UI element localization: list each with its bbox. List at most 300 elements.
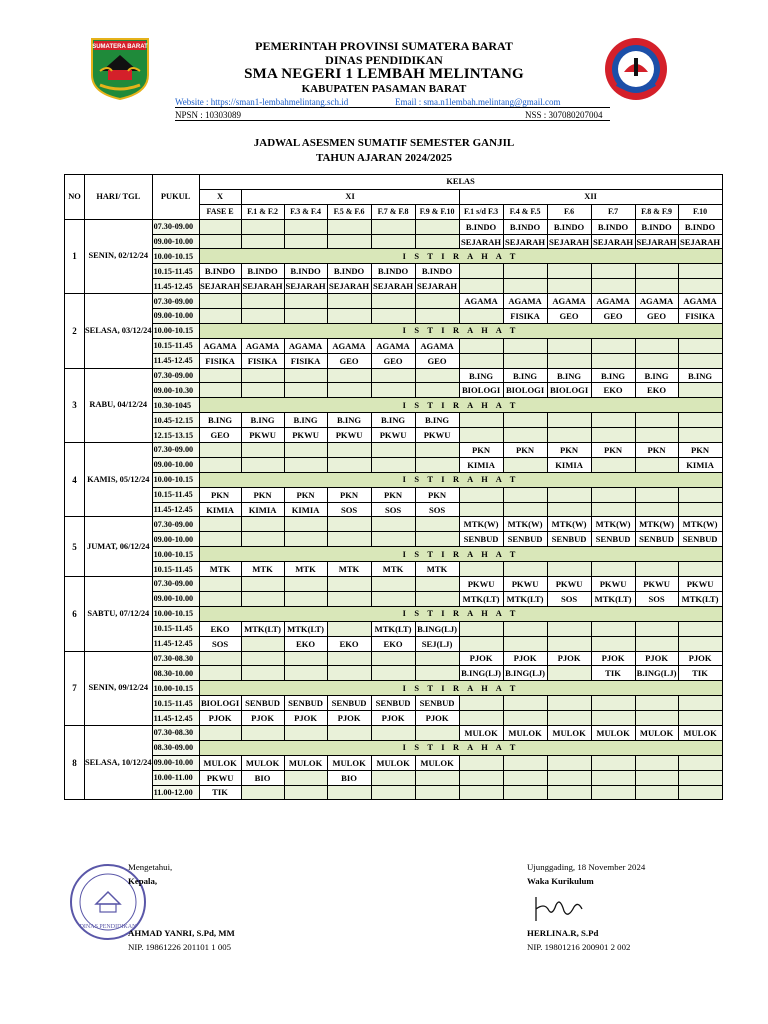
subject-cell: [327, 517, 371, 532]
subject-cell: PJOK: [459, 651, 503, 666]
subject-cell: PKN: [284, 487, 327, 502]
subject-cell: [284, 219, 327, 234]
subject-cell: [678, 785, 722, 800]
subject-cell: [327, 443, 371, 458]
subject-cell: [503, 353, 547, 368]
subject-cell: [459, 413, 503, 428]
subject-cell: EKO: [284, 636, 327, 651]
subject-cell: [503, 279, 547, 294]
subject-cell: MTK: [371, 562, 415, 577]
class-column-header: F.7: [591, 204, 635, 219]
subject-cell: AGAMA: [415, 338, 459, 353]
subject-cell: [415, 517, 459, 532]
subject-cell: PJOK: [327, 711, 371, 726]
subject-cell: [284, 725, 327, 740]
subject-cell: SEJARAH: [547, 234, 591, 249]
subject-cell: KIMIA: [199, 502, 241, 517]
subject-cell: SEJARAH: [635, 234, 678, 249]
subject-cell: [547, 562, 591, 577]
subject-cell: PKN: [678, 443, 722, 458]
sign-right-position: Waka Kurikulum: [527, 876, 594, 886]
subject-cell: [371, 309, 415, 324]
subject-cell: B.INDO: [591, 219, 635, 234]
break-row: I S T I R A H A T: [199, 740, 722, 755]
subject-cell: MTK(LT): [459, 591, 503, 606]
time-cell: 09.00-10.00: [152, 234, 199, 249]
grade-header: X: [199, 189, 241, 204]
class-column-header: F.6: [547, 204, 591, 219]
table-row: [65, 785, 723, 800]
time-cell: 10.00-10.15: [152, 323, 199, 338]
subject-cell: [503, 621, 547, 636]
time-cell: 09.00-10.00: [152, 591, 199, 606]
time-cell: 10.15-11.45: [152, 696, 199, 711]
break-row: I S T I R A H A T: [199, 398, 722, 413]
subject-cell: [371, 785, 415, 800]
subject-cell: MTK(LT): [678, 591, 722, 606]
header-school-name: SMA NEGERI 1 LEMBAH MELINTANG: [244, 66, 524, 82]
subject-cell: SENBUD: [327, 696, 371, 711]
subject-cell: [459, 309, 503, 324]
subject-cell: MULOK: [547, 725, 591, 740]
subject-cell: SEJARAH: [678, 234, 722, 249]
table-row: [65, 577, 723, 592]
time-cell: 10.15-11.45: [152, 264, 199, 279]
province-logo-text: SUMATERA BARAT: [92, 44, 148, 50]
break-row: I S T I R A H A T: [199, 323, 722, 338]
email-link[interactable]: Email : sma.n1lembah.melintang@gmail.com: [395, 97, 561, 107]
subject-cell: [459, 279, 503, 294]
header-regency: KABUPATEN PASAMAN BARAT: [301, 83, 467, 95]
day-number: 1: [65, 219, 85, 293]
subject-cell: [241, 234, 284, 249]
subject-cell: SENBUD: [678, 532, 722, 547]
subject-cell: PJOK: [199, 711, 241, 726]
subject-cell: [635, 770, 678, 785]
subject-cell: [371, 770, 415, 785]
subject-cell: [635, 487, 678, 502]
subject-cell: [199, 577, 241, 592]
table-row: [65, 443, 723, 458]
subject-cell: AGAMA: [241, 338, 284, 353]
subject-cell: [199, 219, 241, 234]
subject-cell: FISIKA: [503, 309, 547, 324]
subject-cell: B.INDO: [199, 264, 241, 279]
table-row: [65, 323, 723, 338]
subject-cell: SENBUD: [635, 532, 678, 547]
subject-cell: [678, 264, 722, 279]
subject-cell: SOS: [635, 591, 678, 606]
subject-cell: PJOK: [678, 651, 722, 666]
subject-cell: [635, 279, 678, 294]
subject-cell: B.ING(LJ): [415, 621, 459, 636]
subject-cell: [415, 785, 459, 800]
subject-cell: MULOK: [459, 725, 503, 740]
time-cell: 10.15-11.45: [152, 487, 199, 502]
subject-cell: B.ING: [503, 368, 547, 383]
subject-cell: [415, 368, 459, 383]
subject-cell: BIOLOGI: [459, 383, 503, 398]
table-row: [65, 234, 723, 249]
subject-cell: PKN: [459, 443, 503, 458]
subject-cell: PKN: [327, 487, 371, 502]
subject-cell: AGAMA: [371, 338, 415, 353]
subject-cell: SENBUD: [284, 696, 327, 711]
subject-cell: [678, 696, 722, 711]
table-row: [65, 294, 723, 309]
subject-cell: [591, 487, 635, 502]
subject-cell: B.ING: [459, 368, 503, 383]
table-row: [65, 532, 723, 547]
subject-cell: [459, 696, 503, 711]
subject-cell: [371, 651, 415, 666]
subject-cell: [327, 294, 371, 309]
subject-cell: [635, 785, 678, 800]
subject-cell: SEJARAH: [284, 279, 327, 294]
class-column-header: F.8 & F.9: [635, 204, 678, 219]
subject-cell: [635, 428, 678, 443]
subject-cell: [635, 711, 678, 726]
subject-cell: [415, 219, 459, 234]
table-row: [65, 562, 723, 577]
subject-cell: [241, 383, 284, 398]
subject-cell: [241, 725, 284, 740]
npsn-text: NPSN : 10303089: [175, 110, 242, 120]
subject-cell: B.INDO: [547, 219, 591, 234]
subject-cell: [678, 338, 722, 353]
time-cell: 07.30-08.30: [152, 651, 199, 666]
subject-cell: SEJARAH: [199, 279, 241, 294]
subject-cell: FISIKA: [199, 353, 241, 368]
subject-cell: [284, 517, 327, 532]
day-number: 6: [65, 577, 85, 651]
day-date: RABU, 04/12/24: [85, 368, 153, 442]
subject-cell: [284, 368, 327, 383]
subject-cell: MTK(LT): [591, 591, 635, 606]
subject-cell: [591, 353, 635, 368]
day-date: SABTU, 07/12/24: [85, 577, 153, 651]
subject-cell: B.INDO: [371, 264, 415, 279]
header-divider-bottom: [175, 120, 610, 121]
subject-cell: MULOK: [635, 725, 678, 740]
subject-cell: SENBUD: [459, 532, 503, 547]
subject-cell: [503, 502, 547, 517]
subject-cell: [199, 368, 241, 383]
header-government: PEMERINTAH PROVINSI SUMATERA BARAT: [255, 39, 513, 53]
subject-cell: [241, 785, 284, 800]
time-cell: 11.45-12.45: [152, 711, 199, 726]
subject-cell: [503, 428, 547, 443]
subject-cell: AGAMA: [503, 294, 547, 309]
document-title: JADWAL ASESMEN SUMATIF SEMESTER GANJIL: [253, 137, 515, 149]
day-date: SELASA, 10/12/24: [85, 725, 153, 799]
subject-cell: [459, 264, 503, 279]
subject-cell: [547, 636, 591, 651]
subject-cell: SEJARAH: [503, 234, 547, 249]
subject-cell: [459, 621, 503, 636]
subject-cell: PKN: [415, 487, 459, 502]
subject-cell: [503, 457, 547, 472]
table-row: [65, 770, 723, 785]
subject-cell: [284, 591, 327, 606]
subject-cell: [371, 234, 415, 249]
time-cell: 10.00-11.00: [152, 770, 199, 785]
subject-cell: [547, 353, 591, 368]
table-row: [65, 711, 723, 726]
subject-cell: [503, 562, 547, 577]
subject-cell: [199, 666, 241, 681]
subject-cell: [635, 338, 678, 353]
subject-cell: [678, 353, 722, 368]
time-cell: 09.00-10.00: [152, 457, 199, 472]
subject-cell: PKN: [591, 443, 635, 458]
time-cell: 10.15-11.45: [152, 562, 199, 577]
time-cell: 07.30-09.00: [152, 443, 199, 458]
subject-cell: [241, 591, 284, 606]
subject-cell: B.ING(LJ): [459, 666, 503, 681]
subject-cell: BIO: [327, 770, 371, 785]
subject-cell: [503, 338, 547, 353]
day-date: JUMAT, 06/12/24: [85, 517, 153, 577]
subject-cell: [635, 636, 678, 651]
subject-cell: [547, 338, 591, 353]
subject-cell: [635, 413, 678, 428]
subject-cell: [327, 785, 371, 800]
class-column-header: FASE E: [199, 204, 241, 219]
time-cell: 09.00-10.00: [152, 309, 199, 324]
subject-cell: [547, 785, 591, 800]
subject-cell: B.ING(LJ): [635, 666, 678, 681]
subject-cell: PKN: [547, 443, 591, 458]
subject-cell: [503, 636, 547, 651]
table-row: [65, 398, 723, 413]
subject-cell: [459, 785, 503, 800]
subject-cell: GEO: [635, 309, 678, 324]
subject-cell: PKWU: [503, 577, 547, 592]
subject-cell: [327, 309, 371, 324]
time-cell: 12.15-13.15: [152, 428, 199, 443]
subject-cell: [371, 443, 415, 458]
day-date: SELASA, 03/12/24: [85, 294, 153, 368]
subject-cell: B.ING(LJ): [503, 666, 547, 681]
subject-cell: [415, 457, 459, 472]
subject-cell: [678, 636, 722, 651]
subject-cell: AGAMA: [327, 338, 371, 353]
subject-cell: GEO: [415, 353, 459, 368]
subject-cell: [327, 383, 371, 398]
time-cell: 10.15-11.45: [152, 338, 199, 353]
subject-cell: [327, 457, 371, 472]
subject-cell: GEO: [371, 353, 415, 368]
subject-cell: [459, 487, 503, 502]
subject-cell: [371, 457, 415, 472]
subject-cell: [503, 413, 547, 428]
subject-cell: SEJARAH: [371, 279, 415, 294]
subject-cell: SOS: [547, 591, 591, 606]
subject-cell: [547, 413, 591, 428]
table-row: [65, 353, 723, 368]
subject-cell: SEJARAH: [241, 279, 284, 294]
day-number: 3: [65, 368, 85, 442]
subject-cell: [591, 338, 635, 353]
subject-cell: FISIKA: [284, 353, 327, 368]
table-row: [65, 413, 723, 428]
subject-cell: [678, 502, 722, 517]
subject-cell: [459, 770, 503, 785]
subject-cell: [591, 636, 635, 651]
subject-cell: PKN: [503, 443, 547, 458]
subject-cell: AGAMA: [199, 338, 241, 353]
subject-cell: [327, 725, 371, 740]
day-date: SENIN, 02/12/24: [85, 219, 153, 293]
time-cell: 10.00-10.15: [152, 547, 199, 562]
sign-left-acknowledged: Mengetahui,: [128, 862, 173, 872]
table-row: [65, 696, 723, 711]
subject-cell: MULOK: [199, 755, 241, 770]
header-department: DINAS PENDIDIKAN: [325, 53, 443, 67]
subject-cell: [547, 770, 591, 785]
table-row: [65, 547, 723, 562]
subject-cell: [459, 711, 503, 726]
subject-cell: [327, 666, 371, 681]
class-column-header: F.3 & F.4: [284, 204, 327, 219]
subject-cell: [415, 443, 459, 458]
subject-cell: B.ING: [591, 368, 635, 383]
subject-cell: [678, 711, 722, 726]
subject-cell: B.INDO: [284, 264, 327, 279]
subject-cell: [284, 383, 327, 398]
subject-cell: B.ING: [199, 413, 241, 428]
subject-cell: [459, 755, 503, 770]
subject-cell: EKO: [371, 636, 415, 651]
subject-cell: [241, 636, 284, 651]
subject-cell: [678, 413, 722, 428]
subject-cell: TIK: [591, 666, 635, 681]
subject-cell: [591, 770, 635, 785]
subject-cell: [678, 279, 722, 294]
class-column-header: F.10: [678, 204, 722, 219]
subject-cell: PKN: [371, 487, 415, 502]
subject-cell: SENBUD: [415, 696, 459, 711]
subject-cell: [635, 502, 678, 517]
subject-cell: [199, 532, 241, 547]
subject-cell: [415, 383, 459, 398]
subject-cell: [678, 621, 722, 636]
subject-cell: SENBUD: [371, 696, 415, 711]
subject-cell: MTK: [415, 562, 459, 577]
time-cell: 07.30-09.00: [152, 368, 199, 383]
subject-cell: SENBUD: [503, 532, 547, 547]
subject-cell: [591, 562, 635, 577]
subject-cell: [635, 264, 678, 279]
subject-cell: B.ING: [547, 368, 591, 383]
subject-cell: [415, 591, 459, 606]
time-cell: 10.45-12.15: [152, 413, 199, 428]
grade-header: XI: [241, 189, 459, 204]
subject-cell: [241, 577, 284, 592]
subject-cell: B.ING: [371, 413, 415, 428]
day-number: 8: [65, 725, 85, 799]
table-row: [65, 636, 723, 651]
subject-cell: [678, 770, 722, 785]
subject-cell: SEJARAH: [327, 279, 371, 294]
table-row: [65, 651, 723, 666]
subject-cell: [371, 517, 415, 532]
subject-cell: [371, 591, 415, 606]
subject-cell: [241, 309, 284, 324]
table-row: [65, 725, 723, 740]
subject-cell: [371, 725, 415, 740]
subject-cell: [371, 577, 415, 592]
subject-cell: [284, 294, 327, 309]
subject-cell: [415, 770, 459, 785]
subject-cell: KIMIA: [459, 457, 503, 472]
header-row: [65, 175, 723, 190]
subject-cell: MTK: [284, 562, 327, 577]
subject-cell: PKWU: [547, 577, 591, 592]
subject-cell: [284, 651, 327, 666]
subject-cell: [327, 651, 371, 666]
subject-cell: [241, 368, 284, 383]
subject-cell: PKWU: [591, 577, 635, 592]
subject-cell: GEO: [591, 309, 635, 324]
subject-cell: PKWU: [415, 428, 459, 443]
subject-cell: [547, 279, 591, 294]
subject-cell: [199, 443, 241, 458]
subject-cell: [547, 502, 591, 517]
subject-cell: [591, 279, 635, 294]
break-row: I S T I R A H A T: [199, 606, 722, 621]
subject-cell: AGAMA: [547, 294, 591, 309]
subject-cell: [591, 621, 635, 636]
subject-cell: MTK(LT): [241, 621, 284, 636]
col-no-header: NO: [65, 175, 85, 220]
subject-cell: [591, 711, 635, 726]
subject-cell: AGAMA: [591, 294, 635, 309]
time-cell: 09.00-10.30: [152, 383, 199, 398]
time-cell: 10.00-10.15: [152, 681, 199, 696]
subject-cell: MULOK: [591, 725, 635, 740]
subject-cell: [547, 264, 591, 279]
website-link[interactable]: Website : https://sman1-lembahmelintang.sch.id: [175, 97, 349, 107]
table-row: [65, 219, 723, 234]
time-cell: 10.00-10.15: [152, 472, 199, 487]
subject-cell: [503, 487, 547, 502]
subject-cell: [503, 264, 547, 279]
time-cell: 07.30-09.00: [152, 294, 199, 309]
time-cell: 07.30-09.00: [152, 219, 199, 234]
subject-cell: B.ING: [284, 413, 327, 428]
subject-cell: BIOLOGI: [547, 383, 591, 398]
subject-cell: [547, 711, 591, 726]
time-cell: 10.15-11.45: [152, 621, 199, 636]
subject-cell: MTK(LT): [284, 621, 327, 636]
subject-cell: KIMIA: [547, 457, 591, 472]
subject-cell: MULOK: [327, 755, 371, 770]
subject-cell: PJOK: [241, 711, 284, 726]
subject-cell: FISIKA: [678, 309, 722, 324]
sign-right-place-date: Ujunggading, 18 November 2024: [527, 862, 646, 872]
table-row: [65, 428, 723, 443]
table-row: [65, 487, 723, 502]
subject-cell: [371, 532, 415, 547]
break-row: I S T I R A H A T: [199, 547, 722, 562]
subject-cell: KIMIA: [284, 502, 327, 517]
subject-cell: [678, 562, 722, 577]
table-row: [65, 740, 723, 755]
subject-cell: [199, 457, 241, 472]
subject-cell: SENBUD: [547, 532, 591, 547]
